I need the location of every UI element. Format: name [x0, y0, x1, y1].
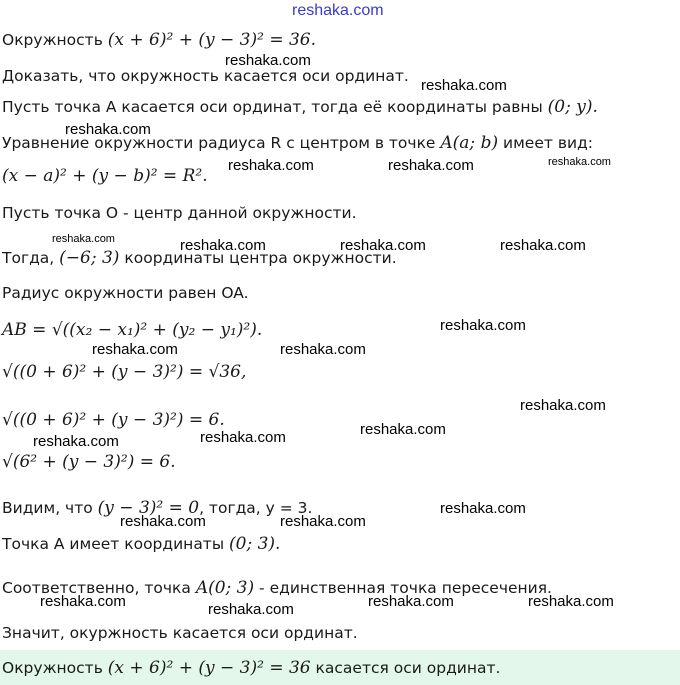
line-distance-formula: AB = √((x₂ − x₁)² + (y₂ − y₁)²). [2, 320, 263, 340]
watermark: reshaka.com [528, 593, 614, 610]
line-point-a: Пусть точка A касается оси ординат, тогда её координаты равны (0; y). [2, 97, 598, 117]
watermark: reshaka.com [180, 237, 266, 254]
watermark: reshaka.com [500, 237, 586, 254]
watermark: reshaka.com [33, 433, 119, 450]
watermark: reshaka.com [208, 601, 294, 618]
watermark: reshaka.com [440, 317, 526, 334]
watermark: reshaka.com [421, 77, 507, 94]
watermark: reshaka.com [280, 341, 366, 358]
line-circle-eq: Окружность (x + 6)² + (y − 3)² = 36. [2, 30, 317, 50]
watermark: reshaka.com [52, 233, 115, 245]
watermark: reshaka.com [280, 513, 366, 530]
watermark: reshaka.com [40, 593, 126, 610]
watermark: reshaka.com [225, 52, 311, 69]
line-conclusion: Окружность (x + 6)² + (y − 3)² = 36 касается оси ординат. [2, 658, 501, 678]
line-point-a-coords: Точка A имеет координаты (0; 3). [2, 534, 281, 554]
line-task: Доказать, что окружность касается оси ординат. [2, 67, 409, 85]
header-watermark: reshaka.com [292, 2, 384, 19]
watermark: reshaka.com [92, 341, 178, 358]
watermark: reshaka.com [548, 156, 611, 168]
watermark: reshaka.com [228, 157, 314, 174]
line-sqrt-6: √((0 + 6)² + (y − 3)²) = 6. [2, 410, 225, 430]
watermark: reshaka.com [120, 513, 206, 530]
line-unique-point: Соответственно, точка A(0; 3) - единственная точка пересечения. [2, 578, 552, 598]
line-center-coords: Тогда, (−6; 3) координаты центра окружности. [2, 248, 397, 268]
watermark: reshaka.com [440, 500, 526, 517]
line-sqrt-6-squared: √(6² + (y − 3)²) = 6. [2, 452, 176, 472]
line-therefore: Значит, окуржность касается оси ординат. [2, 624, 358, 642]
line-radius: Радиус окружности равен OA. [2, 284, 249, 302]
line-y-equals-3: Видим, что (y − 3)² = 0, тогда, y = 3. [2, 498, 313, 518]
line-sqrt-36: √((0 + 6)² + (y − 3)²) = √36, [2, 362, 247, 382]
watermark: reshaka.com [340, 237, 426, 254]
watermark: reshaka.com [200, 429, 286, 446]
watermark: reshaka.com [360, 421, 446, 438]
watermark: reshaka.com [388, 157, 474, 174]
watermark: reshaka.com [65, 121, 151, 138]
watermark: reshaka.com [520, 397, 606, 414]
line-circle-general: Уравнение окружности радиуса R с центром в точке A(a; b) имеет вид: [2, 133, 593, 153]
line-center-o: Пусть точка O - центр данной окружности. [2, 204, 357, 222]
line-general-eq: (x − a)² + (y − b)² = R². [2, 166, 208, 186]
watermark: reshaka.com [368, 593, 454, 610]
